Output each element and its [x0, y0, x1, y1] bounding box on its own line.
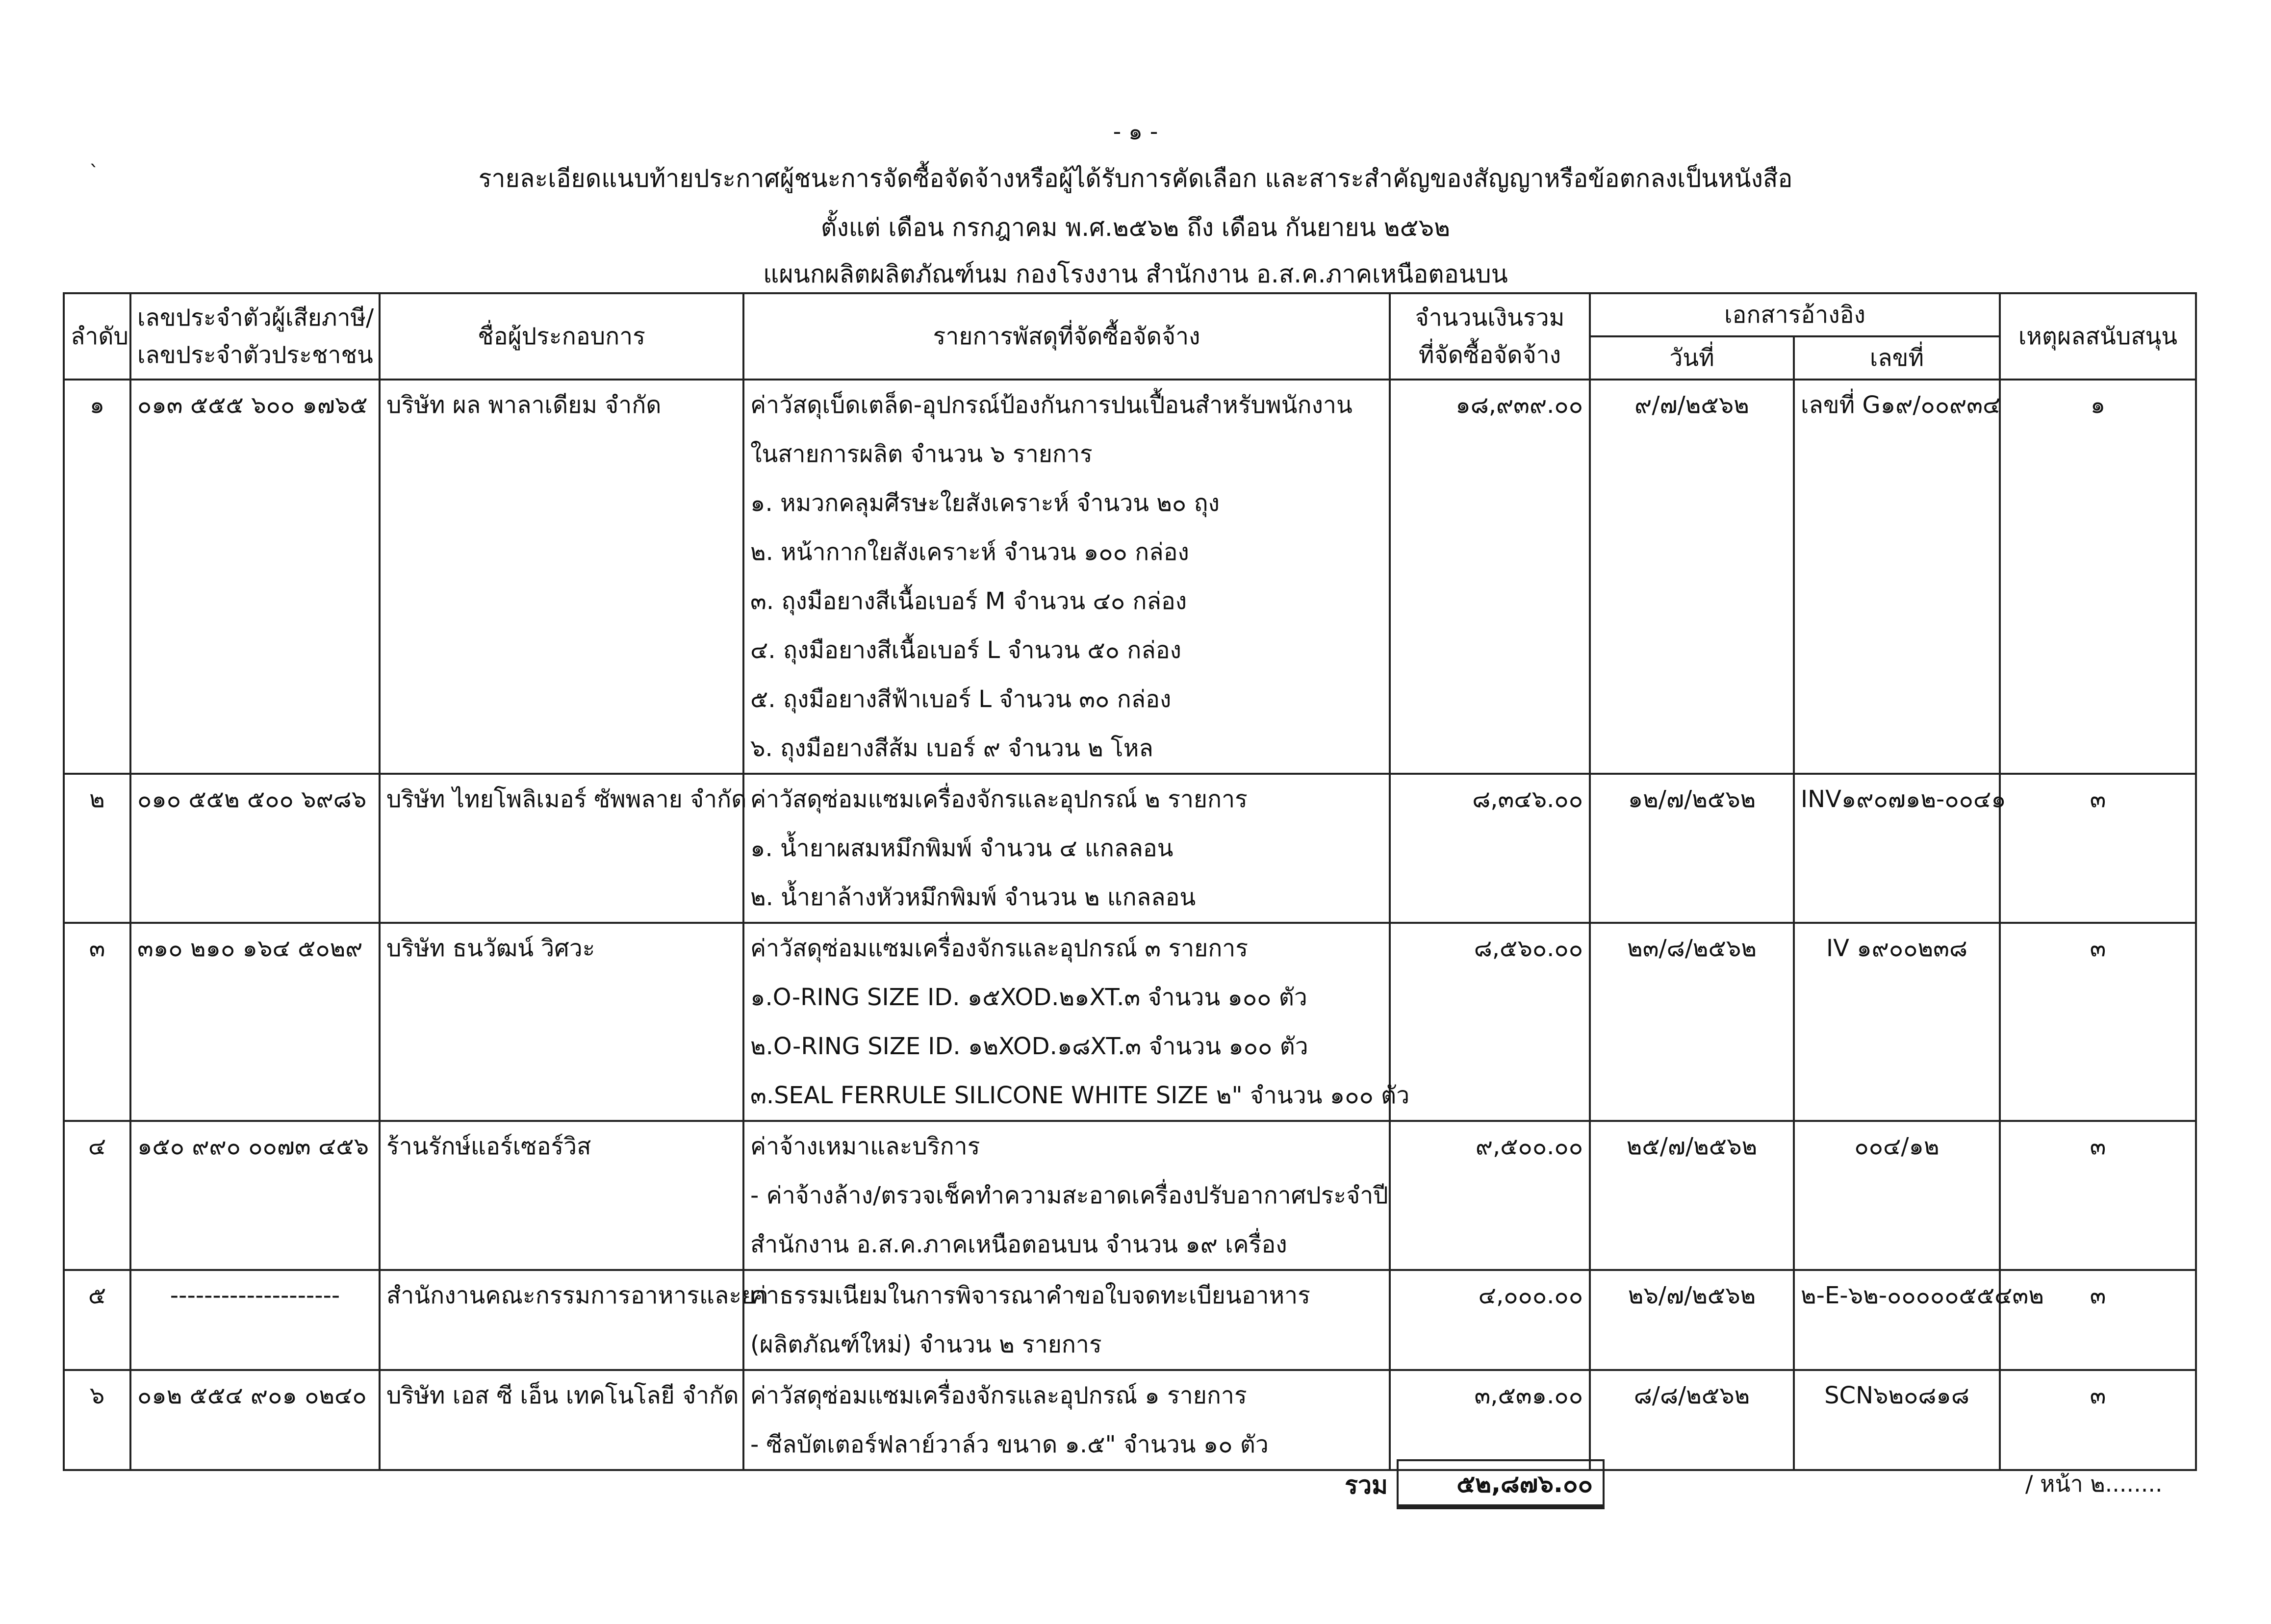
row-amount: ๓,๕๓๑.๐๐ [1390, 1370, 1590, 1420]
row-ref-no-empty [1794, 824, 2000, 873]
row-ref-no-empty [1794, 973, 2000, 1022]
row-item-line: สำนักงาน อ.ส.ค.ภาคเหนือตอนบน จำนวน ๑๙ เครื่อง [743, 1220, 1390, 1270]
row-order-empty [64, 1171, 130, 1220]
row-vendor-empty [380, 1022, 743, 1071]
row-order-empty [64, 675, 130, 724]
total-label: รวม [1345, 1471, 1388, 1499]
row-amount-empty [1390, 430, 1590, 479]
row-vendor: บริษัท ไทยโพลิเมอร์ ซัพพลาย จำกัด [380, 774, 743, 824]
row-tax-id: ๓๑๐ ๒๑๐ ๑๖๔ ๕๐๒๙ [130, 923, 380, 973]
row-amount-empty [1390, 1071, 1590, 1121]
header-tax-id [130, 293, 380, 380]
row-ref-no: IV ๑๙๐๐๒๓๘ [1794, 923, 2000, 973]
row-tax-id-empty [130, 824, 380, 873]
row-reason: ๓ [2000, 1370, 2196, 1420]
row-amount-empty [1390, 479, 1590, 528]
table-row [64, 528, 2196, 577]
row-vendor-empty [380, 973, 743, 1022]
row-order-empty [64, 577, 130, 626]
row-ref-date: ๒๕/๗/๒๕๖๒ [1590, 1121, 1794, 1171]
row-tax-id-empty [130, 528, 380, 577]
row-reason-empty [2000, 430, 2196, 479]
row-reason-empty [2000, 1220, 2196, 1270]
row-order-empty [64, 626, 130, 675]
table-body [64, 380, 2196, 1470]
row-ref-no-empty [1794, 479, 2000, 528]
header-amount [1390, 293, 1590, 380]
row-item-line: ค่าวัสดุเบ็ดเตล็ด-อุปกรณ์ป้องกันการปนเปื้อนสำหรับพนักงาน [743, 380, 1390, 430]
row-vendor: บริษัท ธนวัฒน์ วิศวะ [380, 923, 743, 973]
table-row [64, 923, 2196, 973]
row-ref-date-empty [1590, 430, 1794, 479]
table-row [64, 824, 2196, 873]
header-tax-id-line2: เลขประจำตัวประชาชน [137, 341, 373, 369]
row-amount-empty [1390, 873, 1590, 923]
row-ref-no-empty [1794, 675, 2000, 724]
table-row [64, 626, 2196, 675]
table-row [64, 1071, 2196, 1121]
row-ref-date-empty [1590, 528, 1794, 577]
row-ref-date: ๒๖/๗/๒๕๖๒ [1590, 1270, 1794, 1320]
row-reason-empty [2000, 528, 2196, 577]
row-ref-no-empty [1794, 1022, 2000, 1071]
row-order: ๔ [64, 1121, 130, 1171]
row-ref-no-empty [1794, 430, 2000, 479]
row-ref-date-empty [1590, 1071, 1794, 1121]
row-ref-no: ๐๐๔/๑๒ [1794, 1121, 2000, 1171]
table-row [64, 724, 2196, 774]
table-row [64, 675, 2196, 724]
row-order-empty [64, 873, 130, 923]
row-reason: ๓ [2000, 774, 2196, 824]
row-item-line: ๕. ถุงมือยางสีฟ้าเบอร์ L จำนวน ๓๐ กล่อง [743, 675, 1390, 724]
row-order-empty [64, 1220, 130, 1270]
row-ref-no-empty [1794, 1071, 2000, 1121]
table-row [64, 1171, 2196, 1220]
header-ref-docs: เอกสารอ้างอิง [1590, 293, 2000, 336]
row-vendor: บริษัท ผล พาลาเดียม จำกัด [380, 380, 743, 430]
row-ref-date-empty [1590, 626, 1794, 675]
row-ref-date-empty [1590, 973, 1794, 1022]
table-row [64, 1121, 2196, 1171]
row-vendor-empty [380, 1171, 743, 1220]
row-tax-id-empty [130, 430, 380, 479]
row-tax-id-empty [130, 873, 380, 923]
row-ref-date: ๑๒/๗/๒๕๖๒ [1590, 774, 1794, 824]
row-reason-empty [2000, 1171, 2196, 1220]
row-reason-empty [2000, 675, 2196, 724]
row-ref-no-empty [1794, 724, 2000, 774]
row-tax-id: ๐๑๓ ๕๕๕ ๖๐๐ ๑๗๖๕ [130, 380, 380, 430]
row-ref-date: ๙/๗/๒๕๖๒ [1590, 380, 1794, 430]
row-ref-no: เลขที่ G๑๙/๐๐๙๓๔ [1794, 380, 2000, 430]
row-item-line: ค่าวัสดุซ่อมแซมเครื่องจักรและอุปกรณ์ ๓ รายการ [743, 923, 1390, 973]
row-reason-empty [2000, 479, 2196, 528]
row-order: ๖ [64, 1370, 130, 1420]
row-tax-id-empty [130, 1320, 380, 1370]
row-order-empty [64, 724, 130, 774]
row-amount-empty [1390, 528, 1590, 577]
row-tax-id-empty [130, 1420, 380, 1470]
row-item-line: ๑. น้ำยาผสมหมึกพิมพ์ จำนวน ๔ แกลลอน [743, 824, 1390, 873]
row-ref-date: ๒๓/๘/๒๕๖๒ [1590, 923, 1794, 973]
row-amount-empty [1390, 973, 1590, 1022]
row-reason-empty [2000, 1320, 2196, 1370]
row-ref-date-empty [1590, 1022, 1794, 1071]
row-ref-date-empty [1590, 724, 1794, 774]
row-vendor-empty [380, 1071, 743, 1121]
row-item-line: ๒.O-RING SIZE ID. ๑๒XOD.๑๘XT.๓ จำนวน ๑๐๐ ตัว [743, 1022, 1390, 1071]
row-vendor: ร้านรักษ์แอร์เซอร์วิส [380, 1121, 743, 1171]
row-ref-no: INV๑๙๐๗๑๒-๐๐๔๑ [1794, 774, 2000, 824]
row-ref-no-empty [1794, 1420, 2000, 1470]
row-ref-date-empty [1590, 1320, 1794, 1370]
row-tax-id-empty [130, 479, 380, 528]
row-vendor-empty [380, 1320, 743, 1370]
row-vendor-empty [380, 528, 743, 577]
row-item-line: - ค่าจ้างล้าง/ตรวจเช็คทำความสะอาดเครื่องปรับอากาศประจำปี [743, 1171, 1390, 1220]
row-order-empty [64, 430, 130, 479]
row-order-empty [64, 1022, 130, 1071]
row-amount-empty [1390, 626, 1590, 675]
row-tax-id-empty [130, 675, 380, 724]
table-row [64, 479, 2196, 528]
row-vendor: บริษัท เอส ซี เอ็น เทคโนโลยี จำกัด [380, 1370, 743, 1420]
header-amount-line2: ที่จัดซื้อจัดจ้าง [1418, 341, 1561, 369]
row-amount-empty [1390, 724, 1590, 774]
row-tax-id: ๑๕๐ ๙๙๐ ๐๐๗๓ ๔๕๖ [130, 1121, 380, 1171]
table-row [64, 1420, 2196, 1470]
row-item-line: ๒. น้ำยาล้างหัวหมึกพิมพ์ จำนวน ๒ แกลลอน [743, 873, 1390, 923]
total-amount: ๕๒,๘๗๖.๐๐ [1397, 1459, 1605, 1509]
row-order-empty [64, 824, 130, 873]
row-amount: ๔,๐๐๐.๐๐ [1390, 1270, 1590, 1320]
row-amount-empty [1390, 824, 1590, 873]
row-tax-id-empty [130, 1220, 380, 1270]
row-vendor: สำนักงานคณะกรรมการอาหารและยา [380, 1270, 743, 1320]
row-amount-empty [1390, 1320, 1590, 1370]
row-order: ๕ [64, 1270, 130, 1320]
row-order: ๒ [64, 774, 130, 824]
row-item-line: ค่าวัสดุซ่อมแซมเครื่องจักรและอุปกรณ์ ๒ รายการ [743, 774, 1390, 824]
row-ref-no-empty [1794, 873, 2000, 923]
header-ref-no: เลขที่ [1794, 336, 2000, 380]
row-order-empty [64, 973, 130, 1022]
row-reason-empty [2000, 1071, 2196, 1121]
row-vendor-empty [380, 430, 743, 479]
table-row [64, 430, 2196, 479]
row-ref-date-empty [1590, 675, 1794, 724]
row-ref-date-empty [1590, 1220, 1794, 1270]
row-amount-empty [1390, 1022, 1590, 1071]
header-amount-line1: จำนวนเงินรวม [1415, 304, 1565, 331]
row-ref-date: ๘/๘/๒๕๖๒ [1590, 1370, 1794, 1420]
table-row [64, 1022, 2196, 1071]
row-tax-id-empty [130, 1171, 380, 1220]
row-item-line: ๑.O-RING SIZE ID. ๑๕XOD.๒๑XT.๓ จำนวน ๑๐๐ ตัว [743, 973, 1390, 1022]
row-ref-date-empty [1590, 479, 1794, 528]
row-amount: ๙,๕๐๐.๐๐ [1390, 1121, 1590, 1171]
row-amount-empty [1390, 1220, 1590, 1270]
row-amount: ๑๘,๙๓๙.๐๐ [1390, 380, 1590, 430]
document-department: แผนกผลิตผลิตภัณฑ์นม กองโรงงาน สำนักงาน อ.ส.ค.ภาคเหนือตอนบน [763, 260, 1508, 288]
row-reason-empty [2000, 973, 2196, 1022]
row-item-line: ๓. ถุงมือยางสีเนื้อเบอร์ M จำนวน ๔๐ กล่อง [743, 577, 1390, 626]
row-order-empty [64, 528, 130, 577]
row-reason-empty [2000, 824, 2196, 873]
row-ref-no-empty [1794, 626, 2000, 675]
row-item-line: - ซีลบัตเตอร์ฟลาย์วาล์ว ขนาด ๑.๕" จำนวน ๑๐ ตัว [743, 1420, 1390, 1470]
row-item-line: ค่าวัสดุซ่อมแซมเครื่องจักรและอุปกรณ์ ๑ รายการ [743, 1370, 1390, 1420]
page-number: - ๑ - [1113, 118, 1158, 145]
continued-note: / หน้า ๒........ [2025, 1471, 2163, 1497]
row-ref-no-empty [1794, 528, 2000, 577]
row-ref-date-empty [1590, 1420, 1794, 1470]
row-ref-date-empty [1590, 577, 1794, 626]
row-vendor-empty [380, 873, 743, 923]
row-ref-no-empty [1794, 577, 2000, 626]
row-item-line: ๖. ถุงมือยางสีส้ม เบอร์ ๙ จำนวน ๒ โหล [743, 724, 1390, 774]
row-item-line: ๑. หมวกคลุมศีรษะใยสังเคราะห์ จำนวน ๒๐ ถุง [743, 479, 1390, 528]
row-ref-no: SCN๖๒๐๘๑๘ [1794, 1370, 2000, 1420]
table-row [64, 1370, 2196, 1420]
row-order-empty [64, 1071, 130, 1121]
row-tax-id-empty [130, 724, 380, 774]
row-reason-empty [2000, 1022, 2196, 1071]
row-item-line: ๔. ถุงมือยางสีเนื้อเบอร์ L จำนวน ๕๐ กล่อง [743, 626, 1390, 675]
row-vendor-empty [380, 724, 743, 774]
row-tax-id-empty [130, 1071, 380, 1121]
row-order: ๑ [64, 380, 130, 430]
stray-mark: ` [89, 162, 99, 184]
table-row [64, 380, 2196, 430]
row-reason: ๑ [2000, 380, 2196, 430]
row-item-line: (ผลิตภัณฑ์ใหม่) จำนวน ๒ รายการ [743, 1320, 1390, 1370]
row-vendor-empty [380, 675, 743, 724]
row-item-line: ในสายการผลิต จำนวน ๖ รายการ [743, 430, 1390, 479]
row-reason: ๓ [2000, 923, 2196, 973]
row-amount-empty [1390, 675, 1590, 724]
table-row [64, 973, 2196, 1022]
row-amount-empty [1390, 1171, 1590, 1220]
row-item-line: ค่าจ้างเหมาและบริการ [743, 1121, 1390, 1171]
document-title: รายละเอียดแนบท้ายประกาศผู้ชนะการจัดซื้อจัดจ้างหรือผู้ได้รับการคัดเลือก และสาระสำคัญของสัญญาหรือข้อตกลงเป็นหนังสือ [478, 164, 1793, 193]
row-order-empty [64, 479, 130, 528]
row-amount-empty [1390, 577, 1590, 626]
header-vendor: ชื่อผู้ประกอบการ [380, 293, 743, 380]
row-item-line: ค่าธรรมเนียมในการพิจารณาคำขอใบจดทะเบียนอาหาร [743, 1270, 1390, 1320]
row-reason: ๓ [2000, 1270, 2196, 1320]
row-tax-id: ๐๑๒ ๕๕๔ ๙๐๑ ๐๒๔๐ [130, 1370, 380, 1420]
table-row [64, 873, 2196, 923]
row-vendor-empty [380, 1420, 743, 1470]
row-reason-empty [2000, 1420, 2196, 1470]
row-vendor-empty [380, 626, 743, 675]
row-ref-date-empty [1590, 873, 1794, 923]
row-amount: ๘,๕๖๐.๐๐ [1390, 923, 1590, 973]
header-tax-id-line1: เลขประจำตัวผู้เสียภาษี/ [137, 304, 374, 331]
row-vendor-empty [380, 824, 743, 873]
row-ref-date-empty [1590, 824, 1794, 873]
table-row [64, 1270, 2196, 1320]
header-items: รายการพัสดุที่จัดซื้อจัดจ้าง [743, 293, 1390, 380]
row-tax-id: -------------------- [130, 1270, 380, 1320]
row-reason-empty [2000, 873, 2196, 923]
row-item-line: ๓.SEAL FERRULE SILICONE WHITE SIZE ๒" จำนวน ๑๐๐ ตัว [743, 1071, 1390, 1121]
row-vendor-empty [380, 1220, 743, 1270]
row-amount: ๘,๓๔๖.๐๐ [1390, 774, 1590, 824]
document-period: ตั้งแต่ เดือน กรกฎาคม พ.ศ.๒๕๖๒ ถึง เดือน กันยายน ๒๕๖๒ [820, 213, 1451, 242]
row-reason-empty [2000, 626, 2196, 675]
table-row [64, 1320, 2196, 1370]
row-tax-id: ๐๑๐ ๕๕๒ ๕๐๐ ๖๙๘๖ [130, 774, 380, 824]
row-order-empty [64, 1320, 130, 1370]
row-ref-no-empty [1794, 1171, 2000, 1220]
row-item-line: ๒. หน้ากากใยสังเคราะห์ จำนวน ๑๐๐ กล่อง [743, 528, 1390, 577]
row-ref-date-empty [1590, 1171, 1794, 1220]
row-reason-empty [2000, 577, 2196, 626]
table-row [64, 1220, 2196, 1270]
table-row [64, 577, 2196, 626]
row-vendor-empty [380, 577, 743, 626]
row-reason-empty [2000, 724, 2196, 774]
row-vendor-empty [380, 479, 743, 528]
row-order-empty [64, 1420, 130, 1470]
row-tax-id-empty [130, 577, 380, 626]
row-tax-id-empty [130, 626, 380, 675]
header-order: ลำดับ [64, 293, 130, 380]
row-order: ๓ [64, 923, 130, 973]
header-ref-date: วันที่ [1590, 336, 1794, 380]
row-ref-no-empty [1794, 1220, 2000, 1270]
table-row [64, 774, 2196, 824]
row-reason: ๓ [2000, 1121, 2196, 1171]
procurement-table [63, 292, 2197, 1471]
row-tax-id-empty [130, 973, 380, 1022]
row-tax-id-empty [130, 1022, 380, 1071]
row-ref-no-empty [1794, 1320, 2000, 1370]
row-ref-no: ๒-E-๖๒-๐๐๐๐๐๕๕๔๓๒ [1794, 1270, 2000, 1320]
header-reason: เหตุผลสนับสนุน [2000, 293, 2196, 380]
